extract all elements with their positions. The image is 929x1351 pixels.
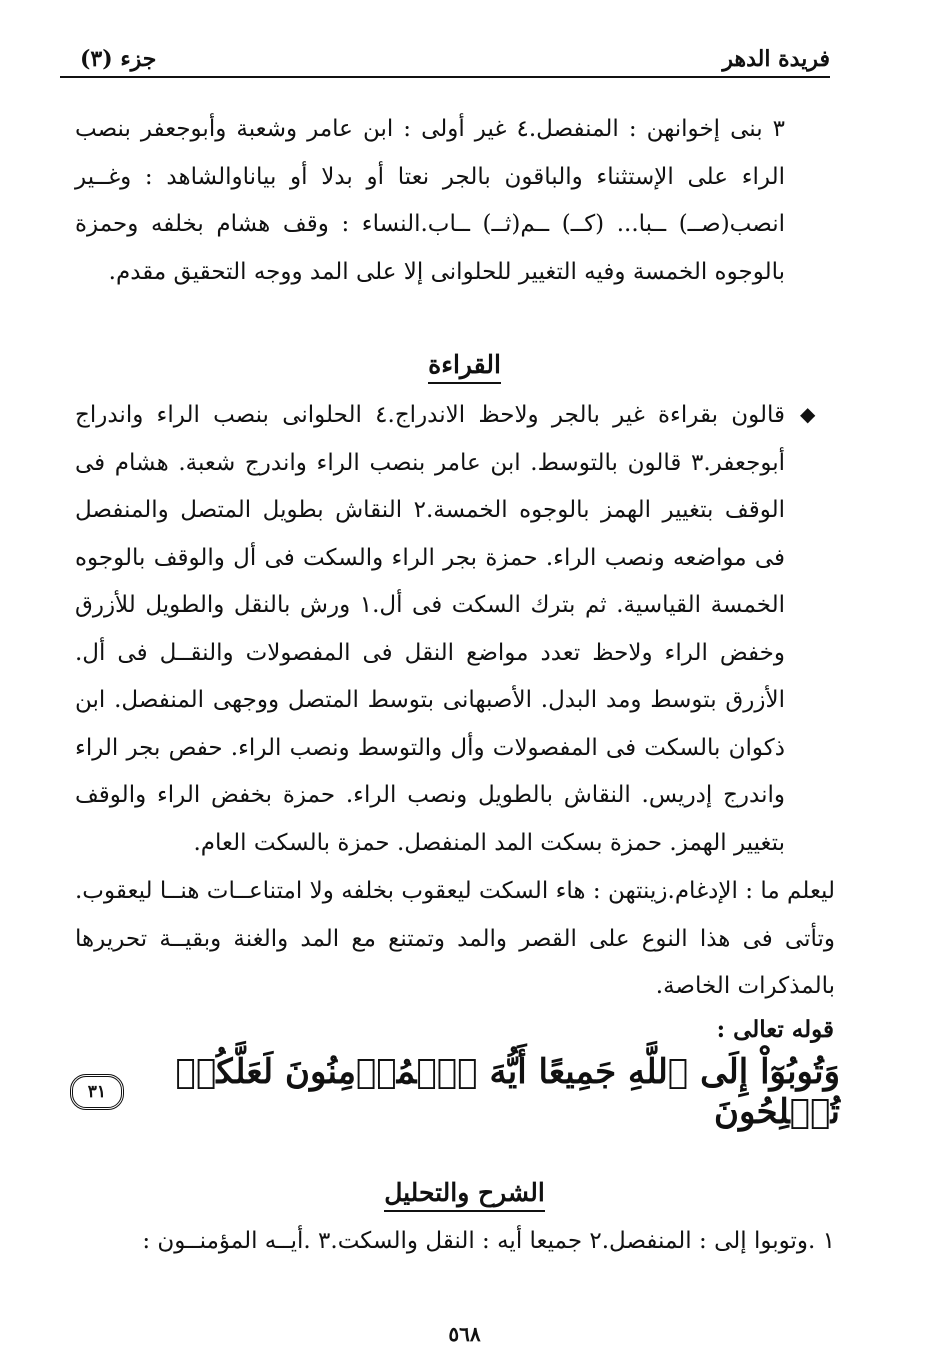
quran-verse bbox=[70, 1052, 840, 1132]
book-title: فريدة الدهر bbox=[722, 46, 830, 72]
page-header bbox=[60, 40, 830, 78]
ayah-number-badge: ٣١ bbox=[70, 1074, 124, 1110]
page-number: ٥٦٨ bbox=[448, 1322, 481, 1346]
intro-paragraph: ٣ بنى إخوانهن : المنفصل.٤ غير أولى : ابن عامر وشعبة وأبوجعفر بنصب الراء على الإستثناء والباقون بالجر نعتا أو بدلا أو بياناوالشاهد : وغــير انصب(صــ) ــبا... (كــ) ــم(ثــ) ــاب.النساء : وقف هشام بخلفه وحمزة بالوجوه الخمسة وفيه التغيير للحلوانى إلا على المد ووجه التحقيق مقدم. bbox=[75, 116, 786, 285]
diamond-bullet-icon: ◆ bbox=[800, 402, 816, 426]
header-rule bbox=[60, 76, 830, 78]
part-label: جزء (٣) bbox=[80, 46, 157, 72]
qiraa-heading-text: القراءة bbox=[428, 350, 501, 384]
sharh-heading bbox=[0, 1178, 929, 1207]
verse-intro: قوله تعالى : bbox=[716, 1016, 834, 1043]
qiraa-heading bbox=[0, 350, 929, 379]
sharh-heading-text: الشرح والتحليل bbox=[384, 1178, 545, 1212]
qiraa-paragraph: قالون بقراءة غير بالجر ولاحظ الاندراج.٤ الحلوانى بنصب الراء واندراج أبوجعفر.٣ قالون بالتوسط. ابن عامر بنصب الراء واندرج شعبة. هشام فى الوقف بتغيير الهمز بالوجوه الخمسة.٢ النقاش بطويل المتصل والمنفصل فى مواضعه ونصب الراء. حمزة بجر الراء والسكت فى أل والوقف بالوجوه الخمسة القياسية. ثم بترك السكت فى أل.١ ورش بالنقل والطويل للأزرق وخفض الراء ولاحظ تعدد مواضع النقل فى المفصولات والنقــل فى أل. الأزرق بتوسط ومد البدل. الأصبهانى بتوسط المتصل ووجهى المنفصل. ابن ذكوان بالسكت فى المفصولات وأل والتوسط ونصب الراء. حفص بجر الراء واندرج إدريس. النقاش بالطويل ونصب الراء. حمزة بخفض الراء والوقف بتغيير الهمز. حمزة بسكت المد المنفصل. حمزة بالسكت العام. bbox=[75, 402, 786, 856]
note-paragraph: ليعلم ما : الإدغام.زينتهن : هاء السكت ليعقوب بخلفه ولا امتناعــات هنــا ليعقوب. وتأتى فى هذا النوع على القصر والمد وتمتنع مع المد والغنة وبقيــة تحريرها بالمذكرات الخاصة. bbox=[75, 878, 835, 999]
sharh-paragraph: ١ .وتوبوا إلى : المنفصل.٢ جميعا أيه : النقل والسكت.٣ .أيــه المؤمنــون : bbox=[142, 1228, 835, 1254]
verse-text: وَتُوبُوٓاْ إِلَى ٱللَّهِ جَمِيعًا أَيُّهَ ٱلۡمُؤۡمِنُونَ لَعَلَّكُمۡ تُفۡلِحُونَ bbox=[175, 1052, 840, 1132]
